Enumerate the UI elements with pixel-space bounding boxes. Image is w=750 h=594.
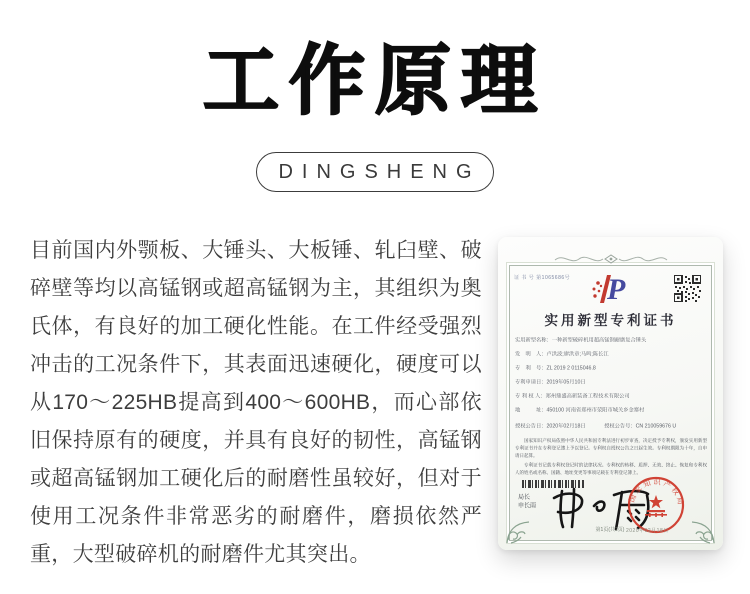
certificate-page-number: 第1页(共2页) (595, 527, 625, 533)
brand-label: DINGSHENG (278, 160, 481, 183)
seal-text: 国家知识产权局 (626, 477, 686, 508)
qr-code (674, 275, 701, 302)
lace-ornament (551, 252, 671, 266)
svg-text:P: P (607, 273, 626, 305)
cert-field-row: 发 明 人：卢洪波;廖洪章;马鸣;陈长江 (515, 351, 609, 357)
cert-field-row: 专 利 号：ZL 2019 2 0115046.8 (515, 365, 596, 371)
legal-paragraph: 专利证书记载专利权登记时的法律状况。专利权的转移、质押、无效、终止、恢复和专利权人的姓名或名称、国籍、地址变更等事项记载在专利登记簿上。 (515, 462, 707, 475)
floral-corner-left-icon (505, 519, 531, 545)
working-principle-paragraph: 目前国内外颚板、大锤头、大板锤、轧臼壁、破碎壁等均以高锰钢或超高锰钢为主，其组织为奥氏体，有良好的加工硬化性能。在工件经受强烈冲击的工况条件下，其表面迅速硬化，硬度可以从170～225HB提高到400～600HB，而心部依旧保持原有的硬度，并具有良好的韧性，高锰钢或超高锰钢加工硬化后的耐磨性虽较好，但对于使用工况条件非常恶劣的耐磨件，磨损依然严重，大型破碎机的耐磨件尤其突出。 (30, 239, 482, 566)
signer-name: 申长雨 (518, 502, 537, 509)
signer-title: 局长 (518, 493, 531, 501)
certificate-number: 证 书 号 第1065686号 (514, 275, 571, 281)
cert-field-row: 实用新型名称：一种新型破碎机用超高锰钢耐磨复合锤头 (515, 337, 647, 343)
brand-badge (256, 152, 494, 192)
grant-announcement-row: 授权公告日：2020年02月18日 授权公告号：CN 210059676 U (515, 423, 677, 429)
legal-paragraph: 国家知识产权局依照中华人民共和国专利法进行初步审查，决定授予专利权，颁发实用新型专利证书并在专利登记簿上予以登记。专利权自授权公告之日起生效。专利权期限为十年，自申请日起算。 (515, 438, 707, 458)
certificate-legal-text (515, 437, 707, 477)
page-title: 工作原理 (203, 39, 547, 124)
floral-corner-right-icon (690, 519, 716, 545)
patent-certificate-image (498, 237, 723, 550)
cert-field-row: 地 址：450100 河南省郑州市荥阳市城关乡金寨村 (515, 407, 645, 413)
certificate-title: 实用新型专利证书 (544, 313, 677, 328)
cert-field-row: 专 利 权 人：郑州鼎盛高新装备工程技术有限公司 (515, 393, 630, 399)
seal-date: 2020年02月18日 (626, 528, 669, 534)
cert-field-row: 专利申请日：2019年05月10日 (515, 379, 586, 385)
patent-office-logo-icon (590, 273, 632, 305)
certificate-details (515, 333, 709, 479)
